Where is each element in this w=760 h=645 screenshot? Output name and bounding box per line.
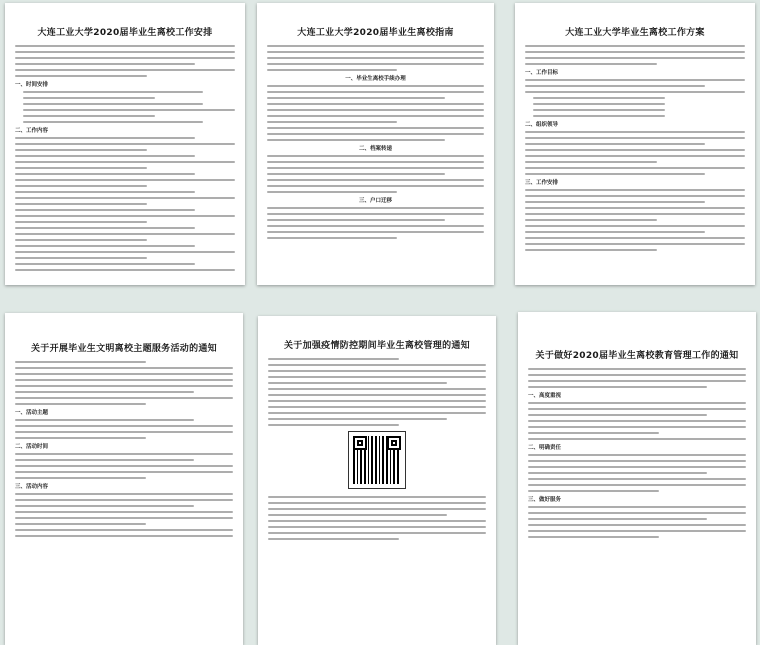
page-title: 关于加强疫情防控期间毕业生离校管理的通知 [283, 341, 470, 351]
text-block [15, 361, 233, 405]
section-heading: 二、档案转递 [358, 146, 392, 152]
document-page-3 [515, 3, 755, 285]
section-heading: 二、明确责任 [528, 445, 562, 451]
document-page-4 [5, 313, 243, 645]
text-block [528, 402, 746, 440]
section-heading: 一、时间安排 [15, 82, 49, 88]
section-heading: 一、毕业生离校手续办理 [345, 76, 406, 82]
text-block [525, 45, 745, 65]
section-heading: 三、活动内容 [15, 484, 49, 490]
section-heading: 一、活动主题 [15, 410, 49, 416]
text-block [528, 368, 746, 388]
text-block [15, 419, 233, 439]
page-title: 大连工业大学2020届毕业生离校工作安排 [37, 28, 213, 38]
page-title: 大连工业大学2020届毕业生离校指南 [297, 28, 454, 38]
document-page-2 [257, 3, 494, 285]
text-block [528, 506, 746, 538]
document-page-1 [5, 3, 245, 285]
section-heading: 三、户口迁移 [358, 198, 392, 204]
text-block [268, 358, 486, 426]
section-heading: 一、高度重视 [528, 393, 562, 399]
page-title: 关于做好2020届毕业生离校教育管理工作的通知 [535, 351, 739, 361]
document-page-5 [258, 316, 496, 645]
page-title: 关于开展毕业生文明离校主题服务活动的通知 [30, 344, 217, 354]
text-block [267, 85, 484, 141]
text-block [525, 189, 745, 251]
text-block [267, 155, 484, 193]
text-block [267, 207, 484, 239]
document-page-6 [518, 312, 756, 645]
section-heading: 二、组织领导 [525, 122, 559, 128]
text-block [267, 45, 484, 71]
section-heading: 二、工作内容 [15, 128, 49, 134]
text-block [528, 454, 746, 492]
section-heading: 三、工作安排 [525, 180, 559, 186]
section-heading: 一、工作目标 [525, 70, 559, 76]
qr-code-icon [349, 432, 405, 488]
text-block [525, 79, 745, 117]
text-block [15, 137, 235, 271]
text-block [15, 453, 233, 479]
text-block [15, 91, 235, 123]
text-block [15, 493, 233, 537]
text-block [525, 131, 745, 175]
section-heading: 二、活动时间 [15, 444, 49, 450]
section-heading: 三、做好服务 [528, 497, 562, 503]
text-block [15, 45, 235, 77]
text-block [268, 496, 486, 540]
page-title: 大连工业大学毕业生离校工作方案 [565, 28, 705, 38]
